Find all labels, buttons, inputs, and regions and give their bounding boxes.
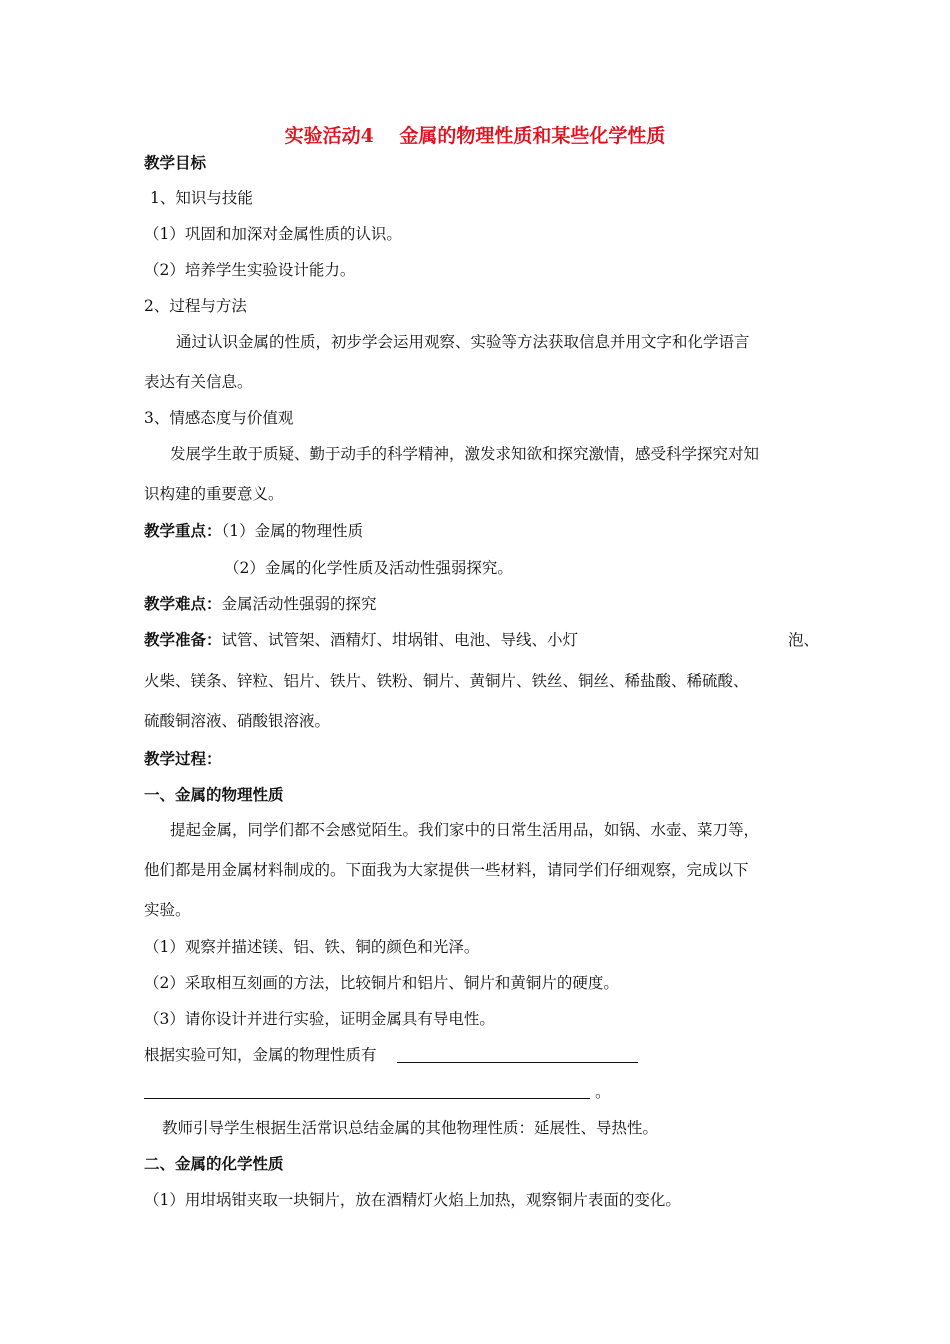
objective-1: 1、知识与技能 xyxy=(150,189,253,207)
objectives-heading: 教学目标 xyxy=(144,153,207,172)
section-1-paragraph-3: 实验。 xyxy=(144,901,191,919)
preparation-label: 教学准备： xyxy=(144,630,222,649)
section-2-question-1: （1）用坩埚钳夹取一块铜片，放在酒精灯火焰上加热，观察铜片表面的变化。 xyxy=(144,1191,681,1209)
section-1-paragraph-1: 提起金属，同学们都不会感觉陌生。我们家中的日常生活用品，如锅、水壶、菜刀等， xyxy=(170,821,760,839)
conclusion-prompt: 根据实验可知，金属的物理性质有 xyxy=(144,1046,377,1064)
preparation-items-3: 硫酸铜溶液、硝酸银溶液。 xyxy=(144,712,331,730)
objective-2: 2、过程与方法 xyxy=(144,297,247,315)
section-1-paragraph-2: 他们都是用金属材料制成的。下面我为大家提供一些材料，请同学们仔细观察，完成以下 xyxy=(144,861,749,879)
key-points-line-1 xyxy=(144,521,363,541)
preparation-items-2: 火柴、镁条、锌粒、铝片、铁片、铁粉、铜片、黄铜片、铁丝、铜丝、稀盐酸、稀硫酸、 xyxy=(144,672,749,690)
difficulty-text: 金属活动性强弱的探究 xyxy=(221,595,377,613)
key-point-2: （2）金属的化学性质及活动性强弱探究。 xyxy=(224,559,513,577)
objective-3: 3、情感态度与价值观 xyxy=(144,409,294,427)
answer-blank-line-1 xyxy=(397,1062,638,1063)
objective-2-text-2: 表达有关信息。 xyxy=(144,373,253,391)
difficulty-label: 教学难点： xyxy=(144,594,222,613)
key-points-label: 教学重点： xyxy=(144,521,222,540)
objective-3-text-1: 发展学生敢于质疑、勤于动手的科学精神，激发求知欲和探究激情，感受科学探究对知 xyxy=(170,445,760,463)
section-1-question-1: （1）观察并描述镁、铝、铁、铜的颜色和光泽。 xyxy=(144,938,480,956)
section-1-question-3: （3）请你设计并进行实验，证明金属具有导电性。 xyxy=(144,1010,495,1028)
objective-2-text-1: 通过认识金属的性质，初步学会运用观察、实验等方法获取信息并用文字和化学语言 xyxy=(176,333,750,351)
teacher-guidance: 教师引导学生根据生活常识总结金属的其他物理性质：延展性、导热性。 xyxy=(162,1119,659,1137)
section-1-heading: 一、金属的物理性质 xyxy=(144,785,284,804)
preparation-items-1-tail: 泡、 xyxy=(788,631,820,649)
key-point-1: （1）金属的物理性质 xyxy=(221,522,364,540)
process-label: 教学过程： xyxy=(144,749,222,768)
conclusion-end-mark: 。 xyxy=(595,1083,611,1101)
section-1-question-2: （2）采取相互刻画的方法，比较铜片和铝片、铜片和黄铜片的硬度。 xyxy=(144,974,619,992)
difficulty-line xyxy=(144,594,377,614)
objective-1b: （2）培养学生实验设计能力。 xyxy=(144,261,356,279)
section-2-heading: 二、金属的化学性质 xyxy=(144,1154,284,1173)
page-title: 实验活动4 金属的物理性质和某些化学性质 xyxy=(284,125,666,147)
answer-blank-line-2 xyxy=(144,1098,590,1099)
objective-3-text-2: 识构建的重要意义。 xyxy=(144,485,284,503)
objective-1a: （1）巩固和加深对金属性质的认识。 xyxy=(144,225,402,243)
preparation-line-1 xyxy=(144,630,578,650)
preparation-items-1: 试管、试管架、酒精灯、坩埚钳、电池、导线、小灯 xyxy=(221,631,579,649)
